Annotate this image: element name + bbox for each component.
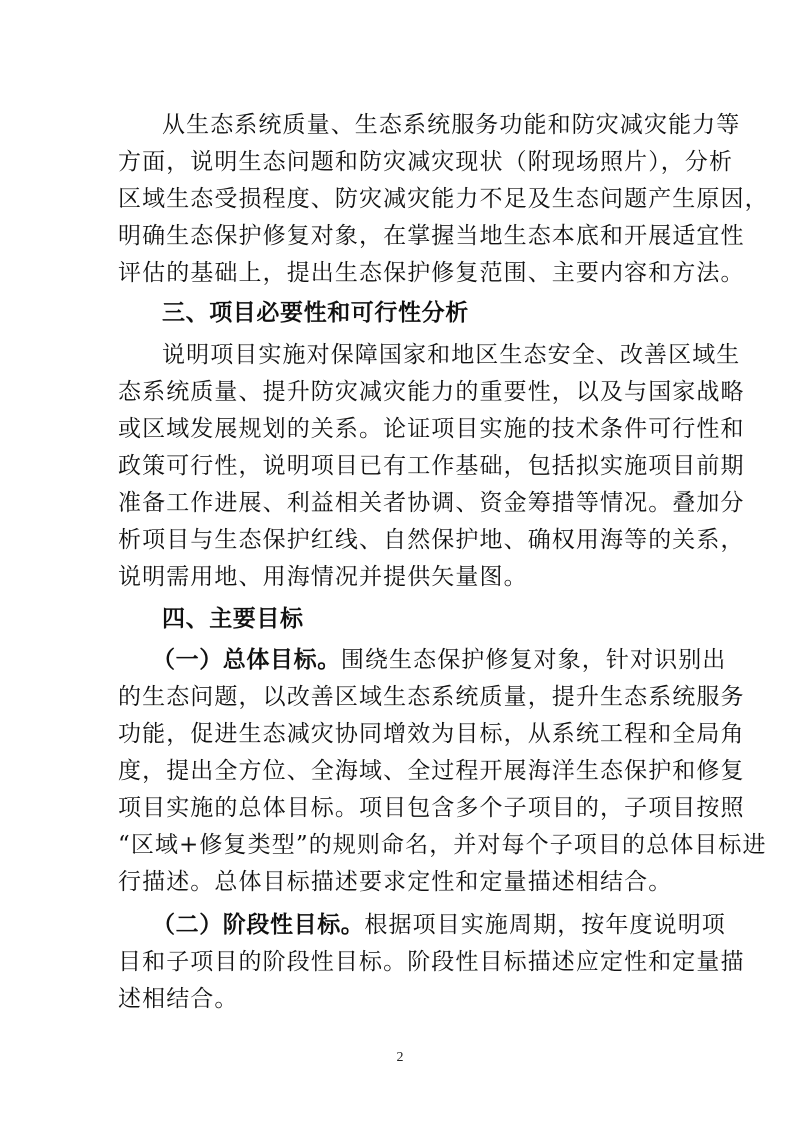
paragraph-line: 从生态系统质量、生态系统服务功能和防灾减灾能力等 — [162, 112, 741, 138]
paragraph-line: 度，提出全方位、全海域、全过程开展海洋生态保护和修复 — [118, 758, 745, 784]
paragraph-line — [0, 645, 800, 675]
paragraph-line: “区域+修复类型”的规则命名，并对每个子项目的总体目标进 — [118, 832, 767, 858]
paragraph-line: 说明需用地、用海情况并提供矢量图。 — [118, 564, 528, 590]
paragraph-line — [0, 910, 800, 940]
paragraph-line: 区域生态受损程度、防灾减灾能力不足及生态问题产生原因， — [118, 186, 769, 212]
paragraph-line: 述相结合。 — [118, 986, 239, 1012]
paragraph-text: 围绕生态保护修复对象，针对识别出 — [340, 647, 727, 673]
subsection-lead: （一）总体目标。 — [152, 647, 341, 673]
paragraph-line: 功能，促进生态减灾协同增效为目标，从系统工程和全局角 — [118, 721, 745, 747]
paragraph-line: 准备工作进展、利益相关者协调、资金筹措等情况。叠加分 — [118, 490, 745, 516]
paragraph-line: 方面，说明生态问题和防灾减灾现状（附现场照片），分析 — [118, 149, 734, 175]
paragraph-line: 说明项目实施对保障国家和地区生态安全、改善区域生 — [162, 342, 741, 368]
paragraph-line: 行描述。总体目标描述要求定性和定量描述相结合。 — [118, 869, 673, 895]
paragraph-text: 根据项目实施周期，按年度说明项 — [364, 912, 726, 938]
paragraph-line: 政策可行性，说明项目已有工作基础，包括拟实施项目前期 — [118, 453, 745, 479]
subsection-lead: （二）阶段性目标。 — [152, 912, 365, 938]
section-heading: 四、主要目标 — [162, 606, 304, 632]
section-heading: 三、项目必要性和可行性分析 — [162, 300, 469, 326]
paragraph-line: 目和子项目的阶段性目标。阶段性目标描述应定性和定量描 — [118, 949, 745, 975]
paragraph-line: 项目实施的总体目标。项目包含多个子项目的，子项目按照 — [118, 795, 745, 821]
paragraph-line: 态系统质量、提升防灾减灾能力的重要性，以及与国家战略 — [118, 379, 745, 405]
page-number: 2 — [396, 1050, 404, 1065]
paragraph-line: 评估的基础上，提出生态保护修复范围、主要内容和方法。 — [118, 260, 745, 286]
paragraph-line: 的生态问题，以改善区域生态系统质量，提升生态系统服务 — [118, 684, 745, 710]
paragraph-line: 或区域发展规划的关系。论证项目实施的技术条件可行性和 — [118, 416, 745, 442]
paragraph-line: 析项目与生态保护红线、自然保护地、确权用海等的关系， — [118, 527, 745, 553]
paragraph-line: 明确生态保护修复对象，在掌握当地生态本底和开展适宜性 — [118, 223, 745, 249]
